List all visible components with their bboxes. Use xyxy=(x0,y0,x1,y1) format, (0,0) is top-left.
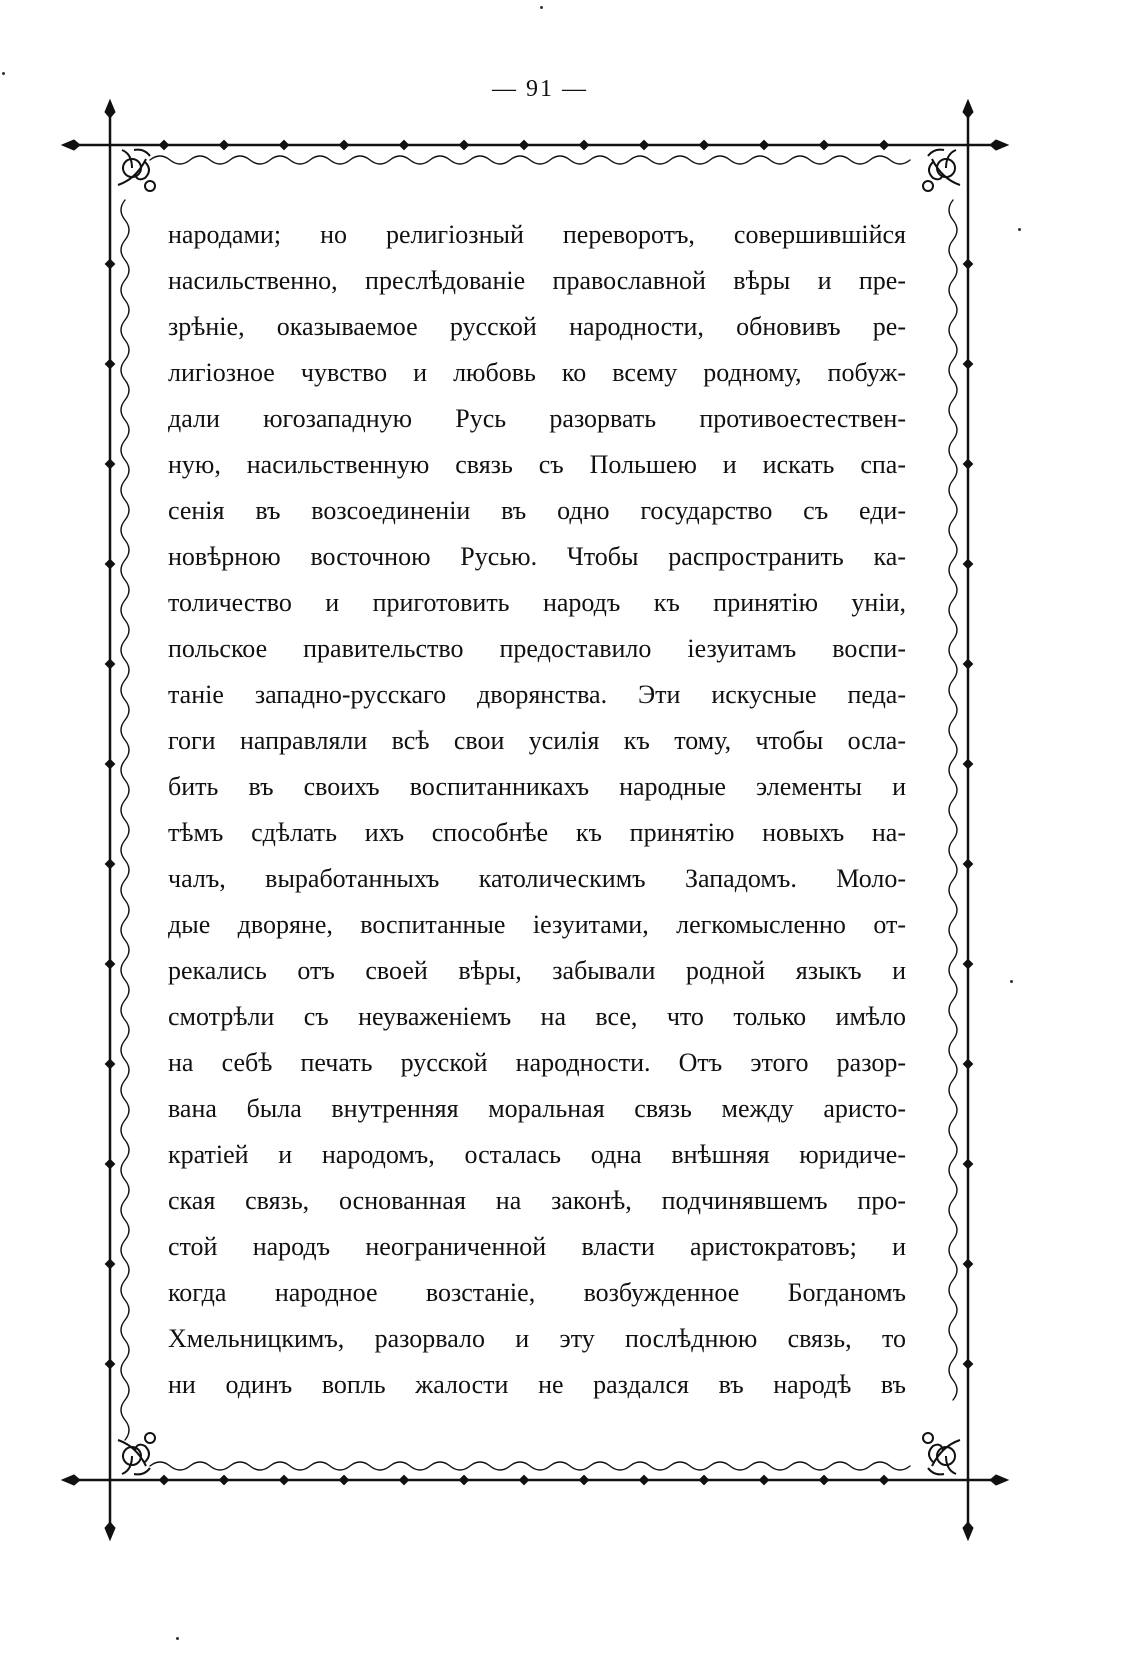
paper-speck xyxy=(1010,980,1013,983)
text-line: Хмельницкимъ, разорвало и эту послѣднюю связь, то xyxy=(168,1324,906,1353)
corner-flourish-top-right xyxy=(923,150,960,191)
paper-speck xyxy=(176,1637,179,1640)
text-line: сенія въ возсоединеніи въ одно государство съ еди- xyxy=(168,496,906,525)
text-line: зрѣніе, оказываемое русской народности, обновивъ ре- xyxy=(168,312,906,341)
text-line: ную, насильственную связь съ Польшею и искать спа- xyxy=(168,450,906,479)
text-line: дые дворяне, воспитанные іезуитами, легкомысленно от- xyxy=(168,910,906,939)
body-text xyxy=(168,212,906,1408)
corner-flourish-bottom-left xyxy=(118,1433,155,1474)
text-line: когда народное возстаніе, возбужденное Богданомъ xyxy=(168,1278,906,1307)
text-line: лигіозное чувство и любовь ко всему родному, побуж- xyxy=(168,358,906,387)
text-line: кратіей и народомъ, осталась одна внѣшняя юридиче- xyxy=(168,1140,906,1169)
text-line: смотрѣли съ неуваженіемъ на все, что только имѣло xyxy=(168,1002,906,1031)
text-line: толичество и приготовить народъ къ принятію уніи, xyxy=(168,588,906,617)
text-line: вана была внутренняя моральная связь между аристо- xyxy=(168,1094,906,1123)
text-line: гоги направляли всѣ свои усилія къ тому, чтобы осла- xyxy=(168,726,906,755)
text-line: бить въ своихъ воспитанникахъ народные элементы и xyxy=(168,772,906,801)
text-line: на себѣ печать русской народности. Отъ этого разор- xyxy=(168,1048,906,1077)
paper-speck xyxy=(2,72,5,75)
text-line: стой народъ неограниченной власти аристократовъ; и xyxy=(168,1232,906,1261)
text-line: народами; но религіозный переворотъ, совершившійся xyxy=(168,220,906,249)
text-line: рекались отъ своей вѣры, забывали родной языкъ и xyxy=(168,956,906,985)
text-line: новѣрною восточною Русью. Чтобы распространить ка- xyxy=(168,542,906,571)
text-line: ская связь, основанная на законѣ, подчинявшемъ про- xyxy=(168,1186,906,1215)
corner-flourish-bottom-right xyxy=(923,1433,960,1474)
text-line: польское правительство предоставило іезуитамъ воспи- xyxy=(168,634,906,663)
paper-speck xyxy=(1018,228,1021,231)
text-line: насильственно, преслѣдованіе православной вѣры и пре- xyxy=(168,266,906,295)
text-line: чалъ, выработанныхъ католическимъ Западомъ. Моло- xyxy=(168,864,906,893)
text-line: тѣмъ сдѣлать ихъ способнѣе къ принятію новыхъ на- xyxy=(168,818,906,847)
paper-speck xyxy=(540,6,543,9)
page-number: — 91 — xyxy=(492,76,588,102)
text-line: ни одинъ вопль жалости не раздался въ народѣ въ xyxy=(168,1370,906,1399)
corner-flourish-top-left xyxy=(118,150,155,191)
text-line: таніе западно-русскаго дворянства. Эти искусные педа- xyxy=(168,680,906,709)
text-line: дали югозападную Русь разорвать противоестествен- xyxy=(168,404,906,433)
